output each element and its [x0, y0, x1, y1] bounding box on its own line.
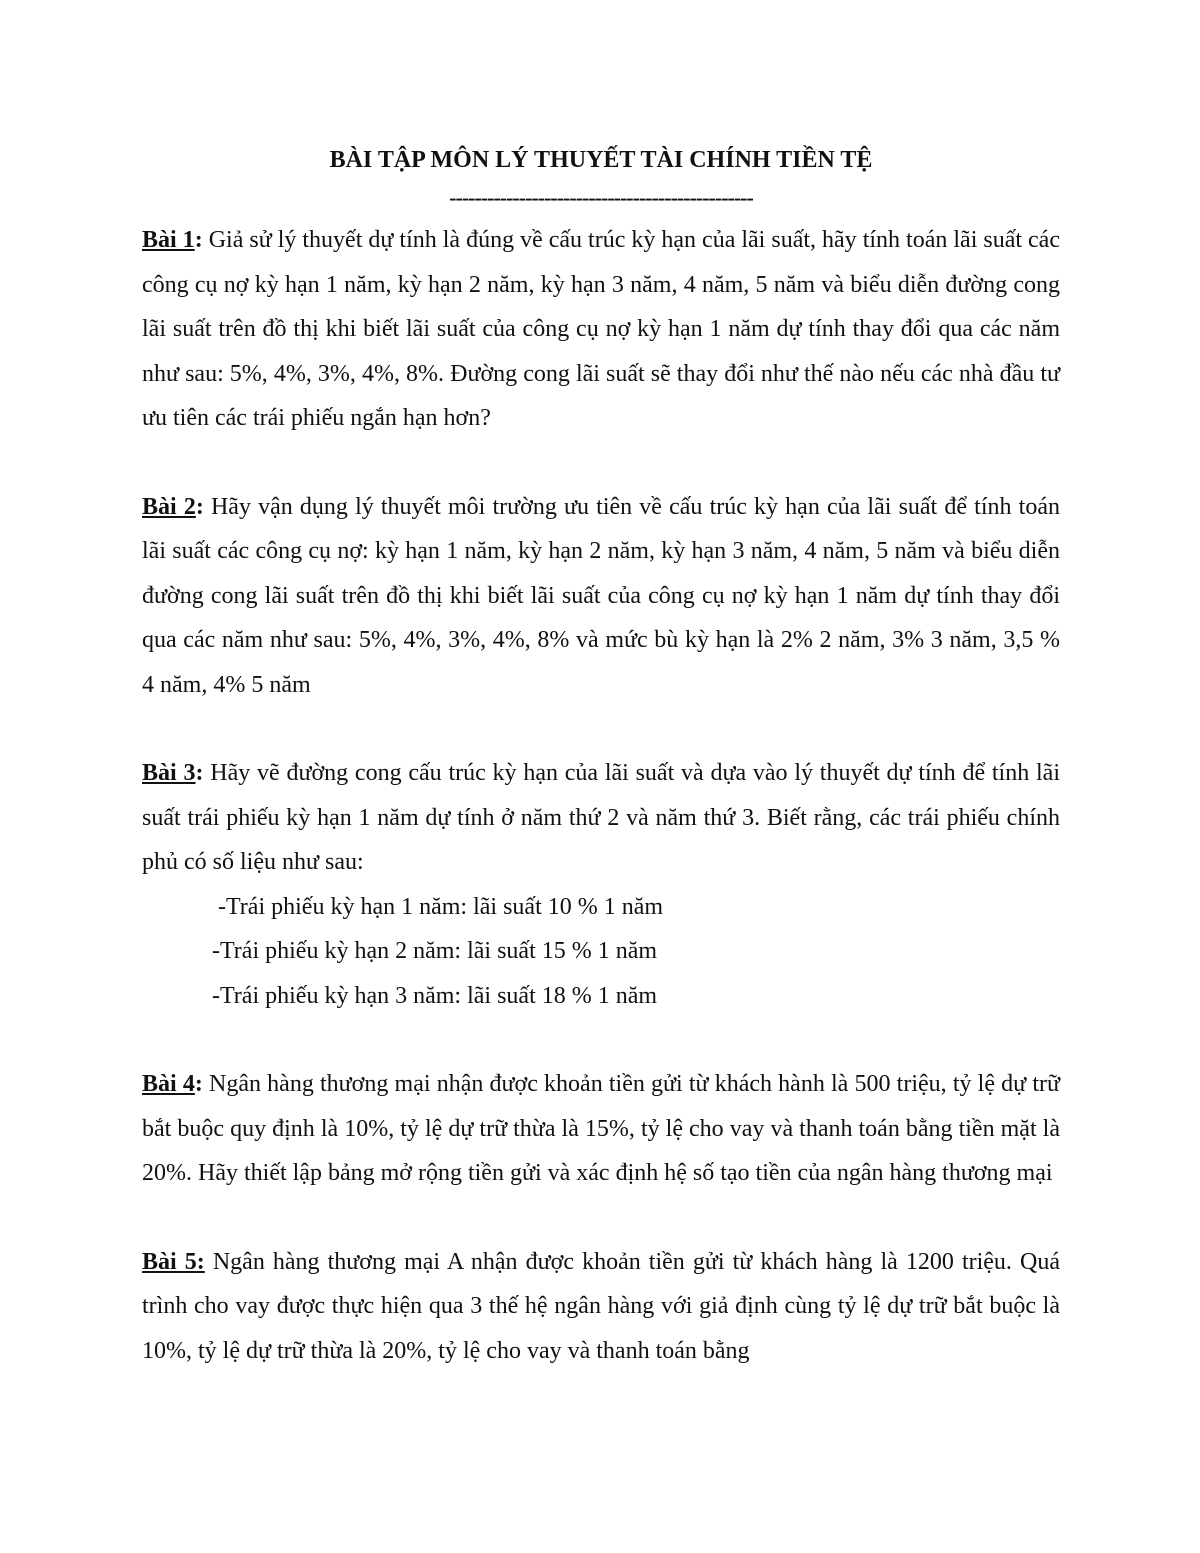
- list-item: -Trái phiếu kỳ hạn 2 năm: lãi suất 15 % 1 năm: [212, 938, 658, 964]
- exercise-3-body: [142, 751, 1060, 885]
- exercise-5: [142, 1240, 1060, 1374]
- exercise-1-label: Bài 1: [142, 227, 195, 253]
- exercise-1-colon: :: [194, 227, 203, 253]
- list-item: -Trái phiếu kỳ hạn 1 năm: lãi suất 10 % 1 năm: [218, 893, 664, 920]
- exercise-3-bond-list: [142, 885, 1060, 1019]
- exercise-3-text: Hãy vẽ đường cong cấu trúc kỳ hạn của lãi suất và dựa vào lý thuyết dự tính để tính lãi suất trái phiếu kỳ hạn 1 năm dự tính ở năm thứ 2 và năm thứ 3. Biết rằng, các trái phiếu chính phủ có số liệu như sau:: [142, 760, 1060, 875]
- document-title: BÀI TẬP MÔN LÝ THUYẾT TÀI CHÍNH TIỀN TỆ: [329, 147, 873, 173]
- exercise-3-colon: :: [195, 760, 204, 786]
- exercise-5-label: Bài 5: [142, 1248, 197, 1275]
- exercise-2-label: Bài 2: [142, 493, 196, 520]
- exercise-2-colon: :: [195, 493, 204, 520]
- exercise-3-heading: [142, 760, 203, 786]
- document-page: [142, 138, 1060, 1373]
- exercise-4-colon: :: [194, 1071, 203, 1097]
- exercise-5-text: Ngân hàng thương mại A nhận được khoản tiền gửi từ khách hàng là 1200 triệu. Quá trình cho vay được thực hiện qua 3 thế hệ ngân hàng với giả định cùng tỷ lệ dự trữ bắt buộc là 10%, tỷ lệ dự trữ thừa là 20%, tỷ lệ cho vay và thanh toán bằng: [142, 1248, 1060, 1364]
- list-item: -Trái phiếu kỳ hạn 3 năm: lãi suất 18 % 1 năm: [212, 982, 658, 1009]
- exercise-4: [142, 1062, 1060, 1196]
- exercise-2-heading: [142, 494, 204, 520]
- exercise-1-heading: [142, 227, 203, 253]
- exercise-3-label: Bài 3: [142, 760, 196, 786]
- exercise-4-text: Ngân hàng thương mại nhận được khoản tiền gửi từ khách hành là 500 triệu, tỷ lệ dự trữ bắt buộc quy định là 10%, tỷ lệ dự trữ thừa là 15%, tỷ lệ cho vay và thanh toán bằng tiền mặt là 20%. Hãy thiết lập bảng mở rộng tiền gửi và xác định hệ số tạo tiền của ngân hàng thương mại: [142, 1071, 1060, 1186]
- exercise-2-text: Hãy vận dụng lý thuyết môi trường ưu tiên về cấu trúc kỳ hạn của lãi suất để tính toán lãi suất các công cụ nợ: kỳ hạn 1 năm, kỳ hạn 2 năm, kỳ hạn 3 năm, 4 năm, 5 năm và biểu diễn đường cong lãi suất trên đồ thị khi biết lãi suất của công cụ nợ kỳ hạn 1 năm dự tính thay đổi qua các năm như sau: 5%, 4%, 3%, 4%, 8% và mức bù kỳ hạn là 2% 2 năm, 3% 3 năm, 3,5 % 4 năm, 4% 5 năm: [142, 493, 1060, 698]
- exercise-5-colon: :: [196, 1248, 205, 1275]
- exercise-5-heading: [142, 1249, 205, 1275]
- exercise-3: [142, 751, 1060, 1018]
- exercise-1-text: Giả sử lý thuyết dự tính là đúng về cấu trúc kỳ hạn của lãi suất, hãy tính toán lãi suất các công cụ nợ kỳ hạn 1 năm, kỳ hạn 2 năm, kỳ hạn 3 năm, 4 năm, 5 năm và biểu diễn đường cong lãi suất trên đồ thị khi biết lãi suất của công cụ nợ kỳ hạn 1 năm dự tính thay đổi qua các năm như sau: 5%, 4%, 3%, 4%, 8%. Đường cong lãi suất sẽ thay đổi như thế nào nếu các nhà đầu tư ưu tiên các trái phiếu ngắn hạn hơn?: [142, 227, 1060, 431]
- title-divider: ------------------------------------------------: [449, 185, 753, 210]
- exercise-4-heading: [142, 1071, 203, 1097]
- exercise-4-label: Bài 4: [142, 1071, 195, 1097]
- exercise-1: [142, 218, 1060, 441]
- exercise-2: [142, 485, 1060, 708]
